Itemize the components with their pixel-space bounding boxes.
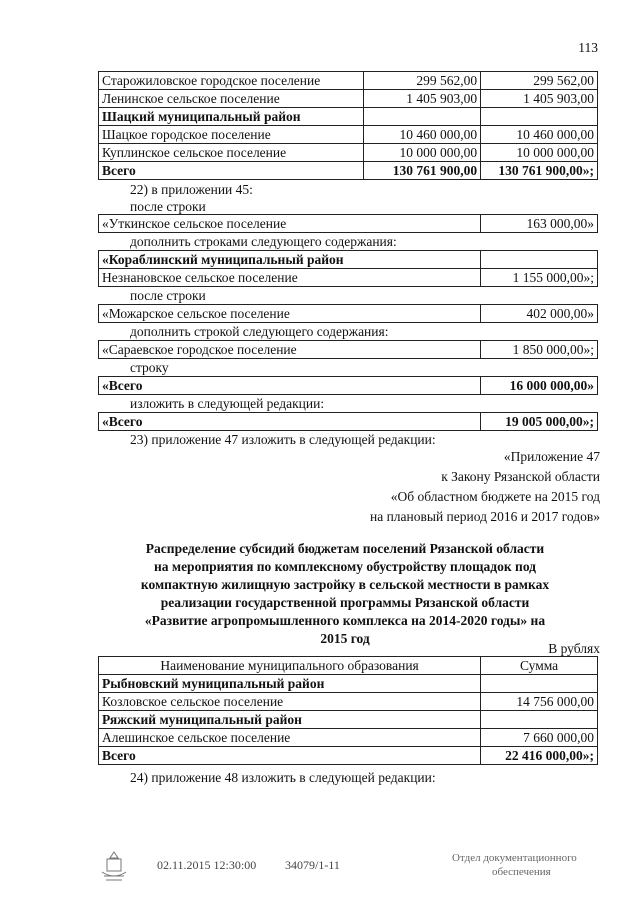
cell-name: Ленинское сельское поселение (99, 90, 364, 108)
row-value: 402 000,00» (481, 305, 598, 323)
table-row (99, 144, 598, 162)
cell-name: Шацкое городское поселение (99, 126, 364, 144)
appendix-line-2: к Закону Рязанской области (441, 469, 600, 484)
footer-stamp-line-1: Отдел документационного (452, 852, 577, 864)
table-row (99, 747, 598, 765)
cell-value: 299 562,00 (364, 72, 481, 90)
cell-value (481, 108, 598, 126)
title-line-2: на мероприятия по комплексному обустройству площадок под (153, 559, 537, 574)
add-lines-text: дополнить строками следующего содержания: (130, 234, 397, 249)
cell-name: Куплинское сельское поселение (99, 144, 364, 162)
page-number: 113 (578, 40, 598, 55)
item-23: 23) приложение 47 изложить в следующей редакции: (130, 432, 436, 447)
row-name: Незнановское сельское поселение (99, 269, 481, 287)
header-name: Наименование муниципального образования (99, 657, 481, 675)
row-total-old (98, 376, 598, 395)
footer-datetime: 02.11.2015 12:30:00 (157, 858, 257, 872)
title-line-4: реализации государственной программы Рязанской области (160, 595, 530, 610)
cell-value: 7 660 000,00 (481, 729, 598, 747)
row-value: 1 155 000,00»; (481, 269, 598, 287)
table-row (99, 729, 598, 747)
item-22: 22) в приложении 45: (130, 182, 253, 197)
row-utkinskoe (98, 214, 598, 233)
cell-value (481, 675, 598, 693)
cell-value: 299 562,00 (481, 72, 598, 90)
row-value: 19 005 000,00»; (481, 413, 598, 431)
title-line-6: 2015 год (320, 631, 370, 646)
line-word: строку (130, 360, 169, 375)
cell-value: 1 405 903,00 (481, 90, 598, 108)
cell-value: 130 761 900,00»; (481, 162, 598, 180)
table-row (99, 162, 598, 180)
row-name: «Уткинское сельское поселение (99, 215, 481, 233)
emblem-icon (98, 850, 130, 884)
cell-name: Рыбновский муниципальный район (99, 675, 481, 693)
cell-value (364, 108, 481, 126)
table-row (99, 711, 598, 729)
footer-stamp-line-2: обеспечения (492, 866, 551, 878)
header-sum: Сумма (481, 657, 598, 675)
table-row (99, 693, 598, 711)
row-mozhar (98, 304, 598, 323)
cell-name: Шацкий муниципальный район (99, 108, 364, 126)
row-name: «Всего (99, 413, 481, 431)
row-value: 1 850 000,00»; (481, 341, 598, 359)
appendix-line-4: на плановый период 2016 и 2017 годов» (369, 509, 600, 524)
table-korablino (98, 250, 598, 287)
cell-value (481, 711, 598, 729)
cell-value: 22 416 000,00»; (481, 747, 598, 765)
title-line-3: компактную жилищную застройку в сельской местности в рамках (140, 577, 550, 592)
footer-doc-number: 34079/1-11 (285, 858, 340, 872)
cell-value: 10 000 000,00 (481, 144, 598, 162)
cell-value: 10 460 000,00 (364, 126, 481, 144)
cell-name: Старожиловское городское поселение (99, 72, 364, 90)
cell-value: 130 761 900,00 (364, 162, 481, 180)
restate-text: изложить в следующей редакции: (130, 396, 325, 411)
units-label: В рублях (548, 641, 600, 656)
table-row (99, 675, 598, 693)
appendix-line-1: «Приложение 47 (503, 449, 600, 464)
table-row (99, 72, 598, 90)
cell-value: 1 405 903,00 (364, 90, 481, 108)
cell-name: Всего (99, 747, 481, 765)
row-value: 16 000 000,00» (481, 377, 598, 395)
row-saraevo (98, 340, 598, 359)
row-name: «Всего (99, 377, 481, 395)
row-total-new (98, 412, 598, 431)
title-line-5: «Развитие агропромышленного комплекса на 2014-2020 годы» на (144, 613, 546, 628)
after-line-2: после строки (130, 288, 206, 303)
table-1 (98, 71, 598, 180)
table-row (99, 126, 598, 144)
title-line-1: Распределение субсидий бюджетам поселений Рязанской области (145, 541, 545, 556)
cell-name: Ряжский муниципальный район (99, 711, 481, 729)
row-value: 163 000,00» (481, 215, 598, 233)
row-name: «Кораблинский муниципальный район (99, 251, 481, 269)
table-row (99, 108, 598, 126)
cell-name: Всего (99, 162, 364, 180)
add-line-text: дополнить строкой следующего содержания: (130, 324, 389, 339)
appendix-line-3: «Об областном бюджете на 2015 год (390, 489, 600, 504)
cell-name: Козловское сельское поселение (99, 693, 481, 711)
cell-value: 10 000 000,00 (364, 144, 481, 162)
row-value (481, 251, 598, 269)
row-name: «Можарское сельское поселение (99, 305, 481, 323)
table-2 (98, 656, 598, 765)
item-24: 24) приложение 48 изложить в следующей редакции: (130, 770, 436, 785)
after-line-1: после строки (130, 199, 206, 214)
cell-value: 10 460 000,00 (481, 126, 598, 144)
cell-value: 14 756 000,00 (481, 693, 598, 711)
row-name: «Сараевское городское поселение (99, 341, 481, 359)
table-row (99, 90, 598, 108)
cell-name: Алешинское сельское поселение (99, 729, 481, 747)
